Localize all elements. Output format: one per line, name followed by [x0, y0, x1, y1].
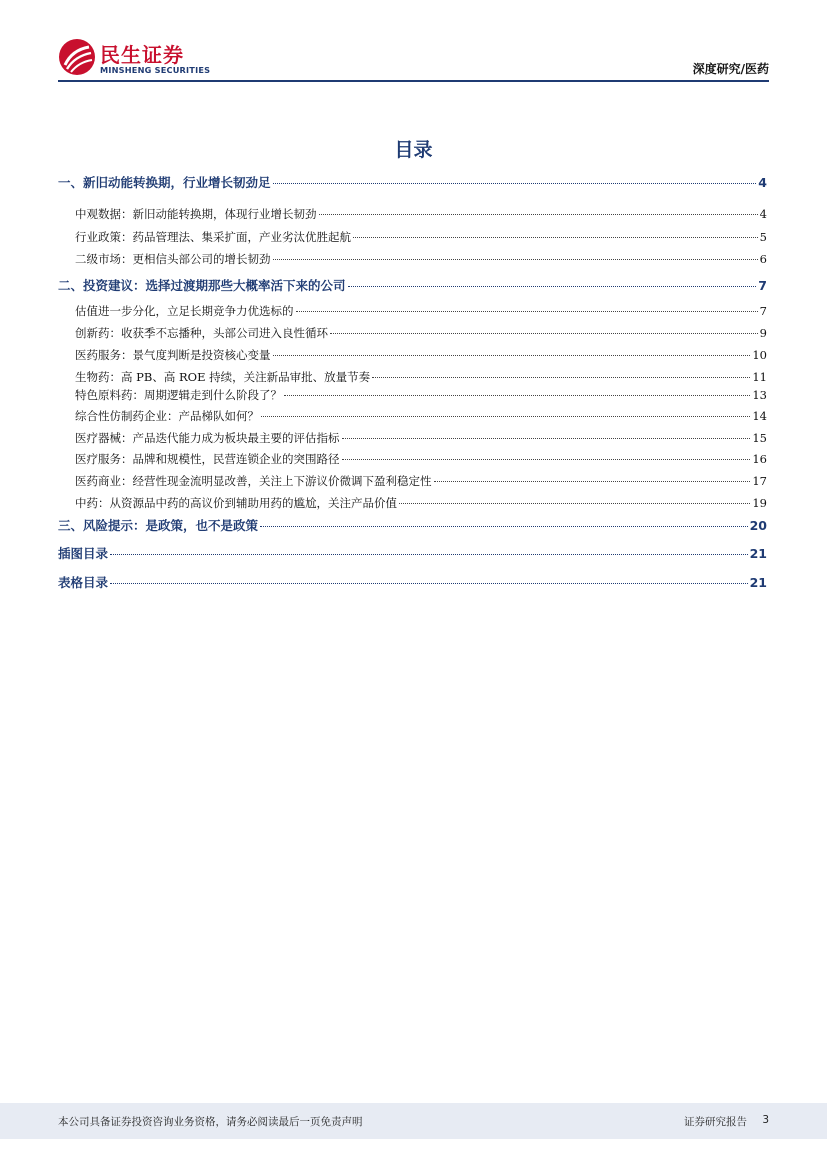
toc-entry-label: 二级市场：更相信头部公司的增长韧劲 — [75, 252, 271, 266]
toc-leader-dots — [342, 459, 751, 460]
page-header — [0, 0, 827, 84]
logo-english-name: MINSHENG SECURITIES — [100, 65, 211, 75]
toc-entry-page: 7 — [758, 278, 767, 293]
toc-entry-label: 行业政策：药品管理法、集采扩面，产业劣汰优胜起航 — [75, 230, 351, 244]
toc-leader-dots — [372, 377, 750, 378]
toc-leader-dots — [260, 526, 748, 527]
toc-entry-page: 19 — [752, 496, 767, 510]
footer-page-number: 3 — [762, 1114, 769, 1126]
toc-entry-page: 17 — [752, 474, 767, 488]
toc-section-entry[interactable] — [58, 276, 767, 294]
toc-leader-dots — [273, 183, 757, 184]
toc-entry-label: 中观数据：新旧动能转换期，体现行业增长韧劲 — [75, 207, 317, 221]
minsheng-logo-icon — [58, 38, 96, 76]
toc-leader-dots — [110, 583, 748, 584]
toc-subsection-entry[interactable] — [58, 251, 767, 267]
toc-entry-label: 医疗服务：品牌和规模性，民营连锁企业的突围路径 — [75, 452, 340, 466]
header-divider — [58, 80, 769, 82]
toc-subsection-entry[interactable] — [58, 473, 767, 489]
toc-entry-label: 表格目录 — [58, 575, 109, 590]
toc-entry-page: 4 — [759, 207, 767, 221]
toc-entry-page: 5 — [759, 230, 767, 244]
toc-entry-label: 一、新旧动能转换期，行业增长韧劲足 — [58, 175, 271, 190]
toc-subsection-entry[interactable] — [58, 325, 767, 341]
toc-entry-page: 21 — [749, 546, 767, 561]
toc-leader-dots — [399, 503, 750, 504]
toc-entry-page: 13 — [752, 388, 767, 402]
toc-leader-dots — [342, 438, 751, 439]
toc-leader-dots — [261, 416, 750, 417]
toc-entry-label: 中药：从资源品中药的高议价到辅助用药的尴尬，关注产品价值 — [75, 496, 397, 510]
toc-leader-dots — [434, 481, 751, 482]
toc-entry-page: 14 — [752, 409, 767, 423]
toc-entry-page: 15 — [752, 431, 767, 445]
toc-entry-label: 医药商业：经营性现金流明显改善，关注上下游议价微调下盈利稳定性 — [75, 474, 432, 488]
toc-subsection-entry[interactable] — [58, 229, 767, 245]
toc-entry-page: 9 — [759, 326, 767, 340]
toc-entry-page: 7 — [759, 304, 767, 318]
toc-subsection-entry[interactable] — [58, 451, 767, 467]
toc-entry-page: 10 — [752, 348, 767, 362]
report-section-label: 深度研究/医药 — [692, 62, 769, 76]
toc-subsection-entry[interactable] — [58, 369, 767, 385]
toc-leader-dots — [319, 214, 758, 215]
toc-entry-label: 医疗器械：产品迭代能力成为板块最主要的评估指标 — [75, 431, 340, 445]
toc-subsection-entry[interactable] — [58, 430, 767, 446]
company-logo — [58, 38, 218, 78]
toc-entry-label: 估值进一步分化，立足长期竞争力优选标的 — [75, 304, 294, 318]
toc-entry-label: 插图目录 — [58, 546, 109, 561]
toc-leader-dots — [284, 395, 750, 396]
toc-entry-label: 三、风险提示：是政策，也不是政策 — [58, 518, 259, 533]
toc-entry-page: 6 — [759, 252, 767, 266]
toc-entry-page: 4 — [758, 175, 767, 190]
toc-subsection-entry[interactable] — [58, 408, 767, 424]
toc-leader-dots — [353, 237, 758, 238]
toc-leader-dots — [330, 333, 758, 334]
toc-leader-dots — [273, 355, 751, 356]
toc-section-entry[interactable] — [58, 544, 767, 562]
toc-entry-label: 特色原料药：周期逻辑走到什么阶段了？ — [75, 388, 282, 402]
footer-report-type: 证券研究报告 — [684, 1116, 747, 1128]
toc-entry-label: 生物药：高 PB、高 ROE 持续，关注新品审批、放量节奏 — [75, 370, 371, 384]
toc-section-entry[interactable] — [58, 516, 767, 534]
toc-entry-label: 创新药：收获季不忘播种，头部公司进入良性循环 — [75, 326, 328, 340]
toc-entry-label: 医药服务：景气度判断是投资核心变量 — [75, 348, 271, 362]
toc-subsection-entry[interactable] — [58, 495, 767, 511]
toc-leader-dots — [348, 286, 757, 287]
toc-leader-dots — [296, 311, 758, 312]
toc-leader-dots — [273, 259, 758, 260]
toc-entry-page: 16 — [752, 452, 767, 466]
toc-section-entry[interactable] — [58, 573, 767, 591]
toc-entry-label: 综合性仿制药企业：产品梯队如何？ — [75, 409, 259, 423]
footer-disclaimer: 本公司具备证券投资咨询业务资格，请务必阅读最后一页免责声明 — [58, 1116, 363, 1128]
toc-entry-page: 11 — [752, 370, 767, 384]
logo-chinese-name: 民生证券 — [100, 43, 184, 67]
toc-entry-page: 20 — [749, 518, 767, 533]
toc-subsection-entry[interactable] — [58, 303, 767, 319]
toc-subsection-entry[interactable] — [58, 387, 767, 403]
toc-subsection-entry[interactable] — [58, 347, 767, 363]
toc-subsection-entry[interactable] — [58, 206, 767, 222]
toc-section-entry[interactable] — [58, 173, 767, 191]
toc-leader-dots — [110, 554, 748, 555]
toc-entry-label: 二、投资建议：选择过渡期那些大概率活下来的公司 — [58, 278, 346, 293]
toc-entry-page: 21 — [749, 575, 767, 590]
page-footer — [0, 1103, 827, 1139]
toc-title: 目录 — [394, 139, 433, 161]
